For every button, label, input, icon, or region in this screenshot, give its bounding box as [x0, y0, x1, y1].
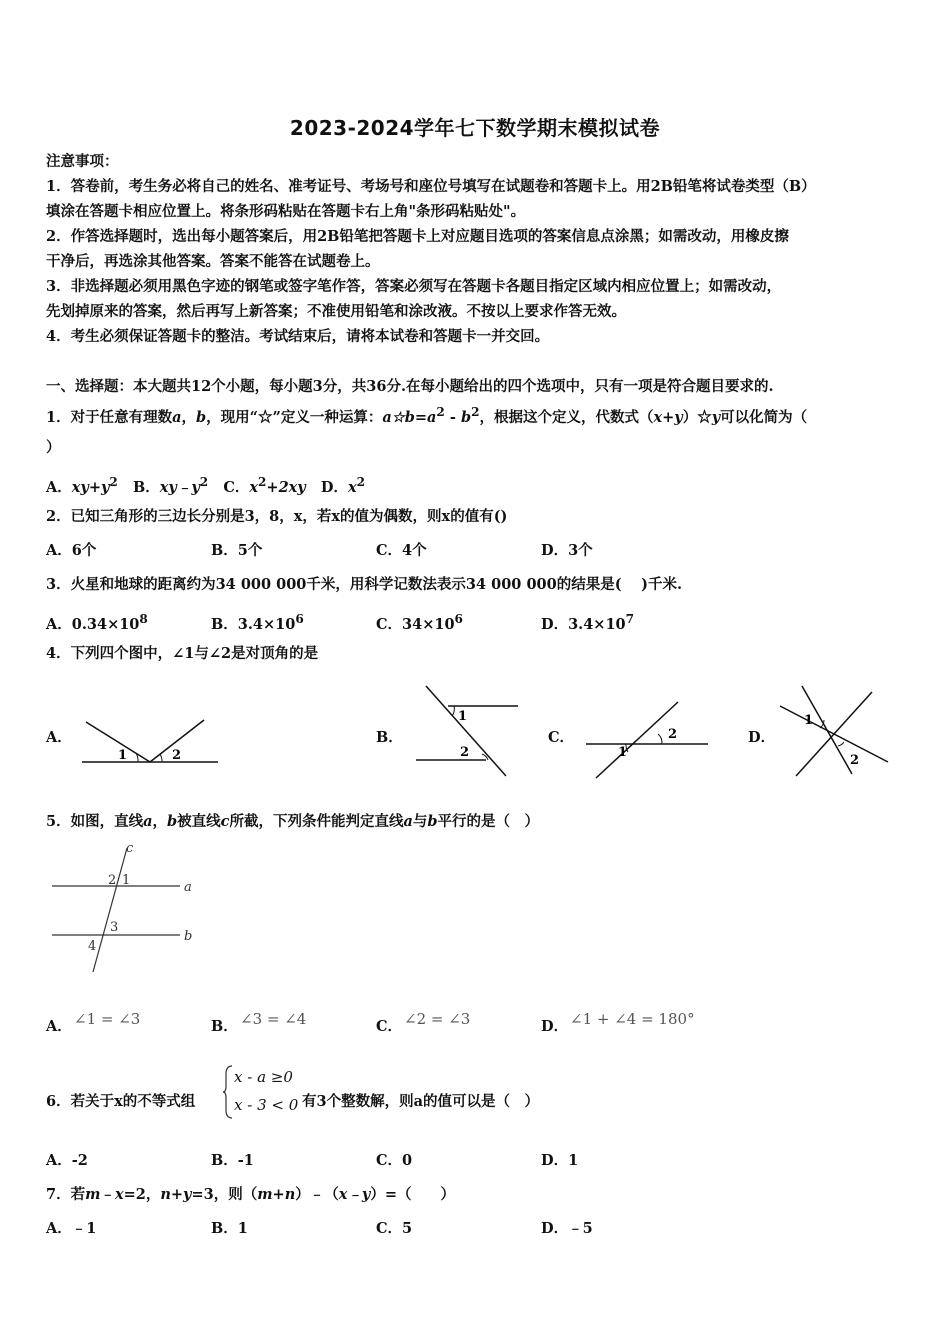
notes-line: 4．考生必须保证答题卡的整洁。考试结束后，请将本试卷和答题卡一并交回。 [46, 328, 550, 345]
q7-text: ﹣ [100, 1186, 115, 1203]
angle-label-2: 2 [850, 753, 860, 768]
q4-label-d: D． [748, 729, 776, 746]
q2-option-a: A．6个 [46, 542, 97, 559]
figure-line [426, 686, 506, 776]
q4-figure-c [582, 696, 710, 780]
q7-option-c: C．5 [376, 1220, 413, 1237]
q4-figure-a [78, 712, 220, 768]
q4-label-a: A． [46, 729, 72, 746]
q3-option-b [211, 609, 304, 635]
inequality-1: x - a ≥0 [234, 1068, 293, 1086]
q6-option-a: A．-2 [46, 1152, 88, 1169]
q7-option-a: A．﹣1 [46, 1220, 97, 1237]
q4-label-b: B． [376, 729, 403, 746]
var-b: b [196, 408, 207, 426]
q5-option-b: ∠3 = ∠4 [240, 1010, 307, 1028]
q1-option-exponent: 2 [356, 475, 366, 489]
q1-exponent: 2 [471, 405, 480, 419]
option-label: D． [320, 478, 348, 496]
q1-text: ）☆ [682, 408, 712, 426]
question-1 [46, 402, 807, 428]
question-2: 2．已知三角形的三边长分别是3，8，x，若x的值为偶数，则x的值有() [46, 508, 508, 525]
q1-minus: - [444, 408, 461, 426]
q7-expression: n+y [160, 1186, 192, 1203]
q3-option-a-text: A．0.34×10 [46, 615, 140, 633]
question-3: 3．火星和地球的距离约为34 000 000千米，用科学记数法表示34 000 000的结果是( )千米. [46, 576, 683, 593]
q4-label-c: C． [548, 729, 575, 746]
option-label: C． [223, 478, 250, 496]
figure-line [796, 692, 872, 776]
q1-text: ，现用“☆”定义一种运算： [206, 408, 383, 426]
q3-option-a [46, 609, 148, 635]
question-4: 4．下列四个图中，∠1与∠2是对顶角的是 [46, 645, 319, 662]
q1-definition: a☆b=a [382, 408, 437, 426]
angle-arc [160, 754, 162, 762]
q7-text: ）﹣（ [295, 1186, 339, 1203]
question-5 [46, 812, 539, 832]
q4-figure-b [412, 684, 522, 780]
var-b: b [427, 813, 438, 830]
q7-expression: m+n [257, 1186, 296, 1203]
q5-text: 与 [412, 813, 428, 830]
q1-exponent: 2 [436, 405, 445, 419]
q5-text: 被直线 [177, 813, 221, 830]
q6-option-d: D．1 [541, 1152, 579, 1169]
label-a: a [184, 880, 192, 895]
q1-option-exponent: 2 [258, 475, 267, 489]
section-heading: 一、选择题：本大题共12个小题，每小题3分，共36分.在每小题给出的四个选项中，只有一项是符合题目要求的. [46, 378, 774, 395]
label-c: c [126, 841, 134, 856]
var-c: c [220, 813, 230, 830]
q5-label-c: C． [376, 1018, 403, 1035]
q3-option-d-text: D．3.4×10 [541, 615, 626, 633]
q1-text: ，根据这个定义，代数式（ [479, 408, 654, 426]
var-a: a [143, 813, 153, 830]
notes-line: 1．答卷前，考生务必将自己的姓名、准考证号、考场号和座位号填写在试题卷和答题卡上。用2B铅笔将试卷类型（B） [46, 178, 816, 195]
var-b: b [167, 813, 178, 830]
notes-line: 先划掉原来的答案，然后再写上新答案；不准使用铅笔和涂改液。不按以上要求作答无效。 [46, 303, 626, 320]
q2-option-c: C．4个 [376, 542, 427, 559]
q5-comma: ， [152, 813, 167, 830]
q5-label-a: A． [46, 1018, 72, 1035]
var-y: y [711, 408, 721, 426]
label-b: b [184, 929, 193, 944]
question-7 [46, 1185, 455, 1205]
q1-option-c-tail: +2xy [266, 478, 306, 496]
q3-option-exponent: 6 [295, 612, 304, 626]
var-x: x [114, 1186, 124, 1203]
q1-comma: ， [181, 408, 196, 426]
q7-option-b: B．1 [211, 1220, 248, 1237]
notes-line: 填涂在答题卡相应位置上。将条形码粘贴在答题卡右上角"条形码粘贴处"。 [46, 203, 526, 220]
brace-path [223, 1066, 232, 1118]
q1-option-exponent: 2 [109, 475, 118, 489]
system-brace [222, 1064, 234, 1120]
notes-line: 2．作答选择题时，选出每小题答案后，用2B铅笔把答题卡上对应题目选项的答案信息点涂黑；如需改动，用橡皮擦 [46, 228, 789, 245]
q5-text: 所截，下列条件能判定直线 [229, 813, 404, 830]
q4-figure-d [776, 684, 892, 782]
notes-heading: 注意事项： [46, 153, 119, 170]
q5-option-a: ∠1 = ∠3 [74, 1010, 141, 1028]
q7-text: ）=（ ） [370, 1186, 455, 1203]
q3-option-c [376, 609, 463, 635]
q7-text: =2， [123, 1186, 161, 1203]
q5-figure [48, 840, 208, 976]
angle-label-1: 1 [618, 745, 628, 760]
q1-text: 可以化简为（ [720, 408, 808, 426]
q1-text: 1．对于任意有理数 [46, 408, 173, 426]
line-c [93, 848, 127, 972]
q6-option-c: C．0 [376, 1152, 413, 1169]
notes-line: 3．非选择题必须用黑色字迹的钢笔或签字笔作答，答案必须写在答题卡各题目指定区域内相应位置上；如需改动， [46, 278, 782, 295]
q3-option-exponent: 7 [625, 612, 635, 626]
angle-label-1: 1 [804, 713, 814, 728]
angle-arc [838, 742, 844, 746]
angle-label-1: 1 [118, 748, 128, 763]
angle-arc [452, 706, 454, 716]
figure-line [596, 702, 678, 778]
q1-option-c: x [249, 478, 259, 496]
q7-option-d: D．﹣5 [541, 1220, 593, 1237]
question-6-prefix: 6．若关于x的不等式组 [46, 1093, 196, 1110]
q2-option-b: B．5个 [211, 542, 263, 559]
notes-line: 干净后，再选涂其他答案。答案不能答在试题卷上。 [46, 253, 380, 270]
var-a: a [172, 408, 182, 426]
angle-label-1: 1 [122, 873, 131, 888]
angle-label-1: 1 [458, 709, 468, 724]
q6-option-b: B．-1 [211, 1152, 254, 1169]
angle-label-2: 2 [172, 748, 182, 763]
angle-label-3: 3 [110, 920, 119, 935]
q2-option-d: D．3个 [541, 542, 593, 559]
angle-label-2: 2 [668, 727, 678, 742]
q1-option-a: xy+y [71, 478, 110, 496]
q3-option-exponent: 8 [139, 612, 148, 626]
q1-option-exponent: 2 [199, 475, 209, 489]
q7-text: =3，则（ [191, 1186, 258, 1203]
q5-label-d: D． [541, 1018, 569, 1035]
inequality-2: x - 3 < 0 [234, 1096, 299, 1114]
page-title: 2023-2024学年七下数学期末模拟试卷 [289, 116, 661, 140]
angle-label-4: 4 [88, 939, 97, 954]
q3-option-c-text: C．34×10 [376, 615, 455, 633]
q7-expression: x﹣y [338, 1186, 371, 1203]
question-6-suffix: 有3个整数解，则a的值可以是（ ） [302, 1093, 539, 1110]
q3-option-exponent: 6 [454, 612, 463, 626]
q1-expression: x+y [653, 408, 683, 426]
q1-option-b: xy﹣y [159, 478, 200, 496]
option-label: B． [132, 478, 160, 496]
q1-option-d: x [347, 478, 357, 496]
q3-option-b-text: B．3.4×10 [211, 615, 296, 633]
q1-options [46, 472, 365, 498]
q1-close-paren: ） [46, 439, 61, 456]
q5-option-c: ∠2 = ∠3 [404, 1010, 471, 1028]
var-a: a [403, 813, 413, 830]
angle-label-2: 2 [108, 873, 117, 888]
q3-option-d [541, 609, 634, 635]
var-b: b [460, 408, 472, 426]
q7-text: 7．若 [46, 1186, 86, 1203]
angle-arc [658, 734, 662, 744]
q5-label-b: B． [211, 1018, 238, 1035]
var-m: m [85, 1186, 101, 1203]
option-label: A． [46, 478, 72, 496]
q5-option-d: ∠1 + ∠4 = 180° [570, 1010, 695, 1028]
angle-label-2: 2 [460, 745, 470, 760]
q5-text: 平行的是（ ） [437, 813, 540, 830]
q5-text: 5．如图，直线 [46, 813, 144, 830]
